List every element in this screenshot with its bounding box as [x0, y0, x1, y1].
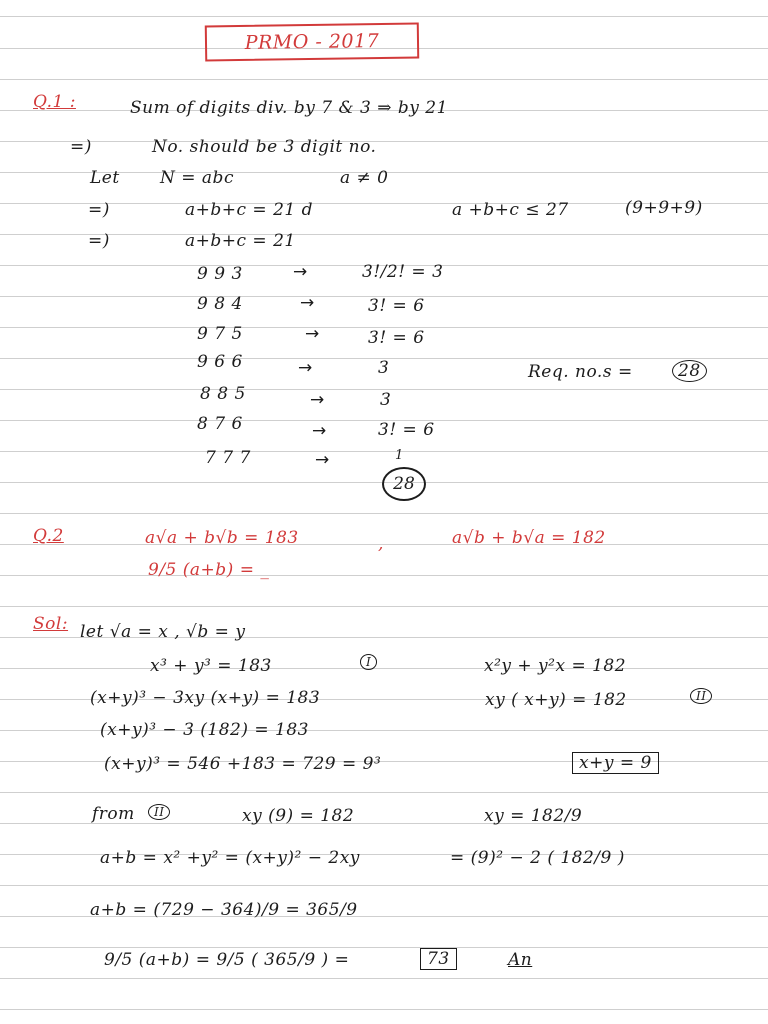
case-digits: 9 6 6: [197, 352, 243, 372]
q1-total-circle: 28: [382, 467, 426, 501]
case-count: 3! = 6: [368, 296, 425, 316]
q1-let-text: N = abc: [160, 168, 234, 188]
q1-let-label: Let: [90, 168, 120, 188]
sol-answer-box: 73: [420, 948, 457, 970]
page-title: PRMO - 2017: [244, 30, 380, 54]
case-digits: 9 8 4: [197, 294, 243, 314]
q1-imp3: =): [88, 231, 110, 251]
q1-req-label: Req. no.s =: [528, 362, 633, 382]
q2-ask: 9/5 (a+b) = _: [148, 560, 270, 580]
sol-line5: (x+y)³ = 546 +183 = 729 = 9³: [104, 754, 382, 774]
q1-imp2: =): [88, 200, 110, 220]
sol-line3-right: xy ( x+y) = 182: [485, 690, 627, 710]
arrow-icon: →: [300, 293, 315, 313]
case-digits: 7 7 7: [205, 448, 251, 468]
sol-line3: (x+y)³ − 3xy (x+y) = 183: [90, 688, 321, 708]
q1-eq-sum2: a+b+c = 21: [185, 231, 296, 251]
sol-an-label: An: [508, 950, 533, 970]
sol-line6: xy (9) = 182: [242, 806, 355, 826]
arrow-icon: →: [305, 324, 320, 344]
sol-from-label: from: [92, 804, 135, 824]
q1-cond-max: a +b+c ≤ 27: [452, 200, 569, 220]
q2-given-sep: ,: [378, 534, 384, 554]
q1-a-cond: a ≠ 0: [340, 168, 389, 188]
q2-given1: a√a + b√b = 183: [145, 528, 299, 548]
eq2-tag: II: [690, 688, 712, 704]
sol-line7: a+b = x² +y² = (x+y)² − 2xy: [100, 848, 360, 868]
case-digits: 8 7 6: [197, 414, 243, 434]
sol-line7-right: = (9)² − 2 ( 182/9 ): [450, 848, 625, 868]
sol-line4: (x+y)³ − 3 (182) = 183: [100, 720, 309, 740]
case-count: 3: [380, 390, 392, 410]
q1-cond-max-paren: (9+9+9): [625, 198, 703, 218]
case-count: 3! = 6: [378, 420, 435, 440]
arrow-icon: →: [310, 390, 325, 410]
case-digits: 8 8 5: [200, 384, 246, 404]
q2-label: Q.2: [33, 526, 64, 546]
q1-line2: No. should be 3 digit no.: [152, 137, 377, 157]
case-count: 3!/2! = 3: [362, 262, 444, 282]
arrow-icon: →: [293, 262, 308, 282]
sol-line8: a+b = (729 − 364)/9 = 365/9: [90, 900, 358, 920]
from-tag: II: [148, 804, 170, 820]
case-count: 3! = 6: [368, 328, 425, 348]
sol-eq1: x³ + y³ = 183: [150, 656, 272, 676]
q2-given2: a√b + b√a = 182: [452, 528, 606, 548]
q1-eq-sum: a+b+c = 21 d: [185, 200, 313, 220]
case-digits: 9 7 5: [197, 324, 243, 344]
sol-line6-right: xy = 182/9: [484, 806, 583, 826]
arrow-icon: →: [315, 450, 330, 470]
q1-label: Q.1 :: [33, 92, 76, 112]
case-count: 3: [378, 358, 390, 378]
case-count: 1: [395, 448, 404, 463]
sol-line9: 9/5 (a+b) = 9/5 ( 365/9 ) =: [104, 950, 350, 970]
sol-boxed-result: x+y = 9: [572, 752, 659, 774]
eq1-tag: I: [360, 654, 377, 670]
sol-label: Sol:: [33, 614, 69, 634]
q1-req-value: 28: [672, 360, 707, 382]
sol-let: let √a = x , √b = y: [80, 622, 246, 642]
sol-eq2: x²y + y²x = 182: [484, 656, 627, 676]
arrow-icon: →: [298, 358, 313, 378]
title-box: [205, 23, 419, 62]
q1-imp1: =): [70, 137, 92, 157]
arrow-icon: →: [312, 421, 327, 441]
q1-line1: Sum of digits div. by 7 & 3 ⇒ by 21: [130, 98, 448, 118]
case-digits: 9 9 3: [197, 264, 243, 284]
